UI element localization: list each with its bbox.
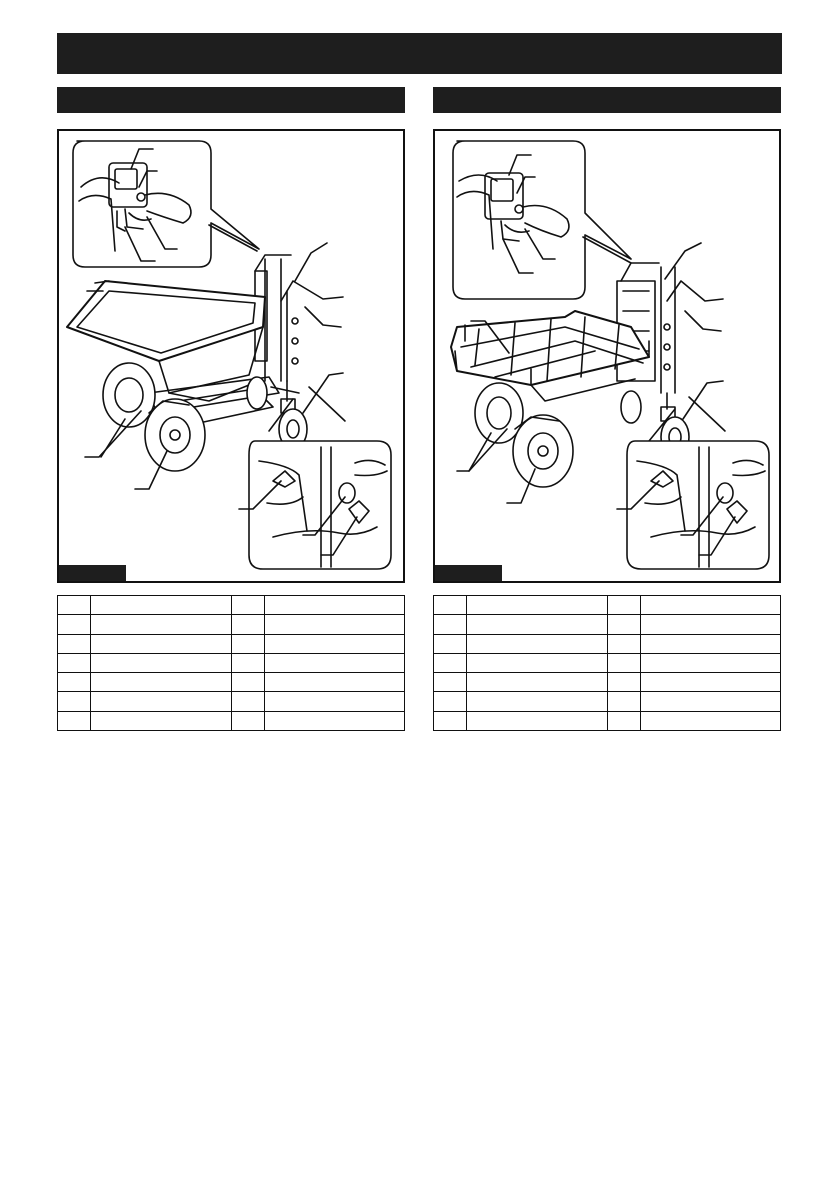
table-row — [58, 634, 405, 653]
table-row — [434, 692, 781, 711]
left-column — [57, 87, 405, 731]
right-figure-flatbed-carrier — [433, 129, 781, 583]
page-title-bar — [57, 33, 782, 74]
right-parts-table — [433, 595, 781, 731]
right-figure-tag — [435, 565, 502, 581]
table-row — [58, 615, 405, 634]
right-section-heading-bar — [433, 87, 781, 113]
table-row — [434, 711, 781, 730]
table-row — [434, 634, 781, 653]
left-figure-tag — [59, 565, 126, 581]
table-row — [58, 653, 405, 672]
left-parts-table — [57, 595, 405, 731]
table-row — [58, 596, 405, 615]
right-column — [433, 87, 781, 731]
flatbed-carrier-illustration — [435, 131, 779, 581]
table-row — [58, 673, 405, 692]
left-section-heading-bar — [57, 87, 405, 113]
page-footer-marks — [0, 1186, 840, 1192]
table-row — [58, 692, 405, 711]
table-row — [434, 653, 781, 672]
left-figure-power-wheelbarrow — [57, 129, 405, 583]
table-row — [434, 596, 781, 615]
wheelbarrow-illustration — [59, 131, 403, 581]
table-row — [434, 673, 781, 692]
table-row — [434, 615, 781, 634]
table-row — [58, 711, 405, 730]
